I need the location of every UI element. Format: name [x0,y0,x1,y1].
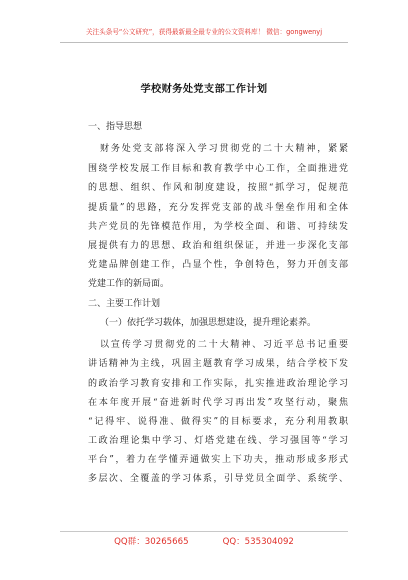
paragraph-line: 共产党员的先锋模范作用，为学校全面、和谐、可持续发 [88,222,348,232]
footer-qq-group: QQ群：30265665 [114,537,189,547]
paragraph-line: 平台”，着力在学懂弄通做实上下功夫，推动形成多形式 [88,455,348,465]
paragraph-line: 提质量”的思路，充分发挥党支部的战斗堡垒作用和全体 [88,203,348,213]
header-divider [60,42,348,43]
subsection-heading-study: （一）依托学习载体，加强思想建设，提升理论素养。 [100,318,317,328]
paragraph-line: 多层次、全覆盖的学习体系，引导党员全面学、系统学、 [88,474,348,484]
paragraph-line: 党建品牌创建工作，凸显个性，争创特色，努力开创支部 [88,260,348,270]
paragraph-line: 财务处党支部将深入学习贯彻党的二十大精神，紧紧 [100,144,348,154]
top-banner-text: 关注头条号“公文研究”，获得最新最全最专业的公文资料库！ 微信：gongwenyj [85,28,323,36]
paragraph-line: “记得牢、说得准、做得实”的目标要求，充分利用教职 [88,417,348,427]
section-heading-main-plans: 二、主要工作计划 [88,299,161,309]
footer-qq-number: QQ：535304092 [222,537,294,547]
paragraph-line: 围绕学校发展工作目标和教育教学中心工作，全面推进党 [88,164,348,174]
footer-contact [0,535,408,547]
section-heading-guiding-ideology: 一、指导思想 [88,122,143,132]
paragraph-line: 党建工作的新局面。 [88,279,170,289]
paragraph-line: 的思想、组织、作风和制度建设，按照“抓学习，促规范 [88,183,348,193]
paragraph-line: 的政治学习教育安排和工作实际，扎实推进政治理论学习 [88,379,348,389]
paragraph-line: 讲话精神为主线，巩固主题教育学习成果，结合学校下发 [88,359,348,369]
footer-divider [60,531,348,532]
paragraph-line: 展提供有力的思想、政治和组织保证，并进一步深化支部 [88,241,348,251]
paragraph-line: 以宣传学习贯彻党的二十大精神、习近平总书记重要 [100,340,348,350]
paragraph-line: 工政治理论集中学习、灯塔党建在线、学习强国等“学习 [88,436,348,446]
paragraph-line: 在本年度开展“奋进新时代学习再出发”攻坚行动，聚焦 [88,398,348,408]
document-title: 学校财务处党支部工作计划 [140,83,268,95]
